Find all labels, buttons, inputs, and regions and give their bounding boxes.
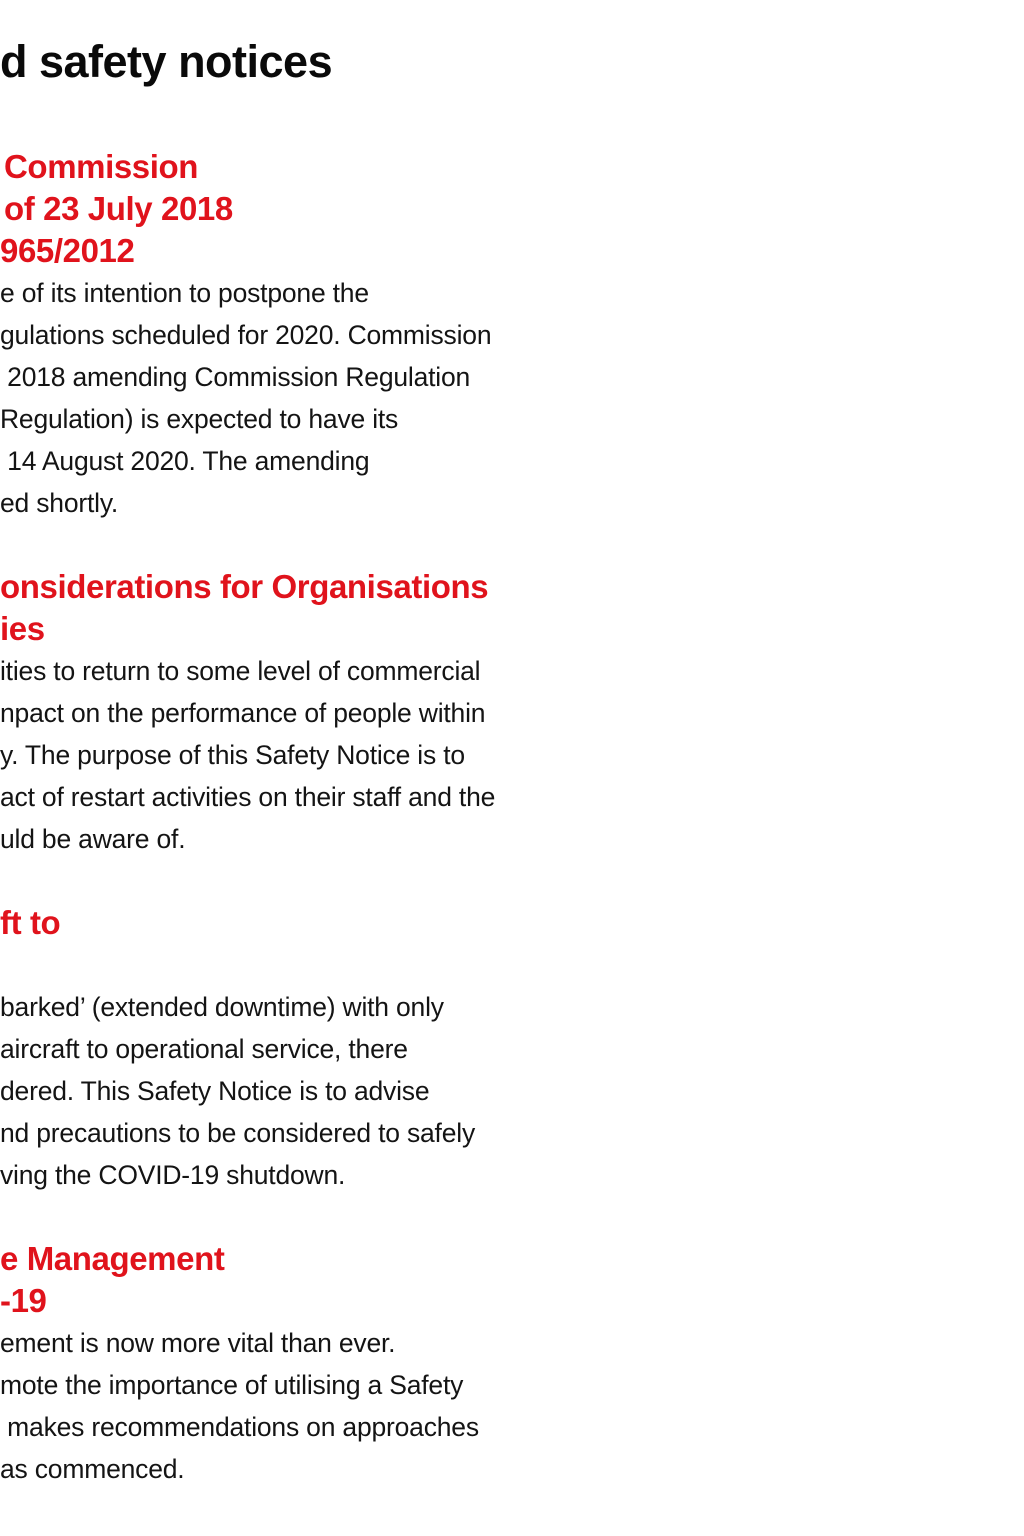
spacer xyxy=(0,944,600,986)
body-line: gulations scheduled for 2020. Commission xyxy=(0,320,492,350)
heading-line: -19 xyxy=(0,1282,47,1319)
notice-heading[interactable] xyxy=(0,1238,600,1322)
body-line: uld be aware of. xyxy=(0,824,186,854)
notice-body xyxy=(0,1322,600,1490)
notice-heading[interactable] xyxy=(0,146,600,272)
notice-heading[interactable] xyxy=(0,566,600,650)
notice-section xyxy=(0,566,600,860)
notice-body xyxy=(0,272,600,524)
heading-line: ies xyxy=(0,610,45,647)
page-title: d safety notices xyxy=(0,36,333,87)
heading-line: 965/2012 xyxy=(0,232,135,269)
body-line: 14 August 2020. The amending xyxy=(0,446,370,476)
body-line: mote the importance of utilising a Safety xyxy=(0,1370,464,1400)
body-line: as commenced. xyxy=(0,1454,185,1484)
body-line: e of its intention to postpone the xyxy=(0,278,369,308)
body-line: ities to return to some level of commercial xyxy=(0,656,481,686)
notice-body xyxy=(0,944,600,1196)
notice-section xyxy=(0,902,600,1196)
heading-line: e Management xyxy=(0,1240,225,1277)
body-line: 2018 amending Commission Regulation xyxy=(0,362,471,392)
heading-line: ft to xyxy=(0,904,61,941)
notice-heading[interactable] xyxy=(0,902,600,944)
body-line: nd precautions to be considered to safely xyxy=(0,1118,475,1148)
body-line: ed shortly. xyxy=(0,488,119,518)
heading-line: Commission xyxy=(4,148,199,185)
body-line: Regulation) is expected to have its xyxy=(0,404,399,434)
body-line: ving the COVID-19 shutdown. xyxy=(0,1160,346,1190)
body-line: barked’ (extended downtime) with only xyxy=(0,992,444,1022)
body-line: ement is now more vital than ever. xyxy=(0,1328,396,1358)
body-line: act of restart activities on their staff and the xyxy=(0,782,496,812)
body-line: aircraft to operational service, there xyxy=(0,1034,408,1064)
body-line: makes recommendations on approaches xyxy=(0,1412,479,1442)
heading-line: onsiderations for Organisations xyxy=(0,568,489,605)
body-line: dered. This Safety Notice is to advise xyxy=(0,1076,430,1106)
notice-body xyxy=(0,650,600,860)
heading-line: of 23 July 2018 xyxy=(4,190,233,227)
body-line: y. The purpose of this Safety Notice is to xyxy=(0,740,465,770)
body-line: npact on the performance of people within xyxy=(0,698,486,728)
notice-section xyxy=(0,1238,600,1490)
notice-section xyxy=(0,146,600,524)
